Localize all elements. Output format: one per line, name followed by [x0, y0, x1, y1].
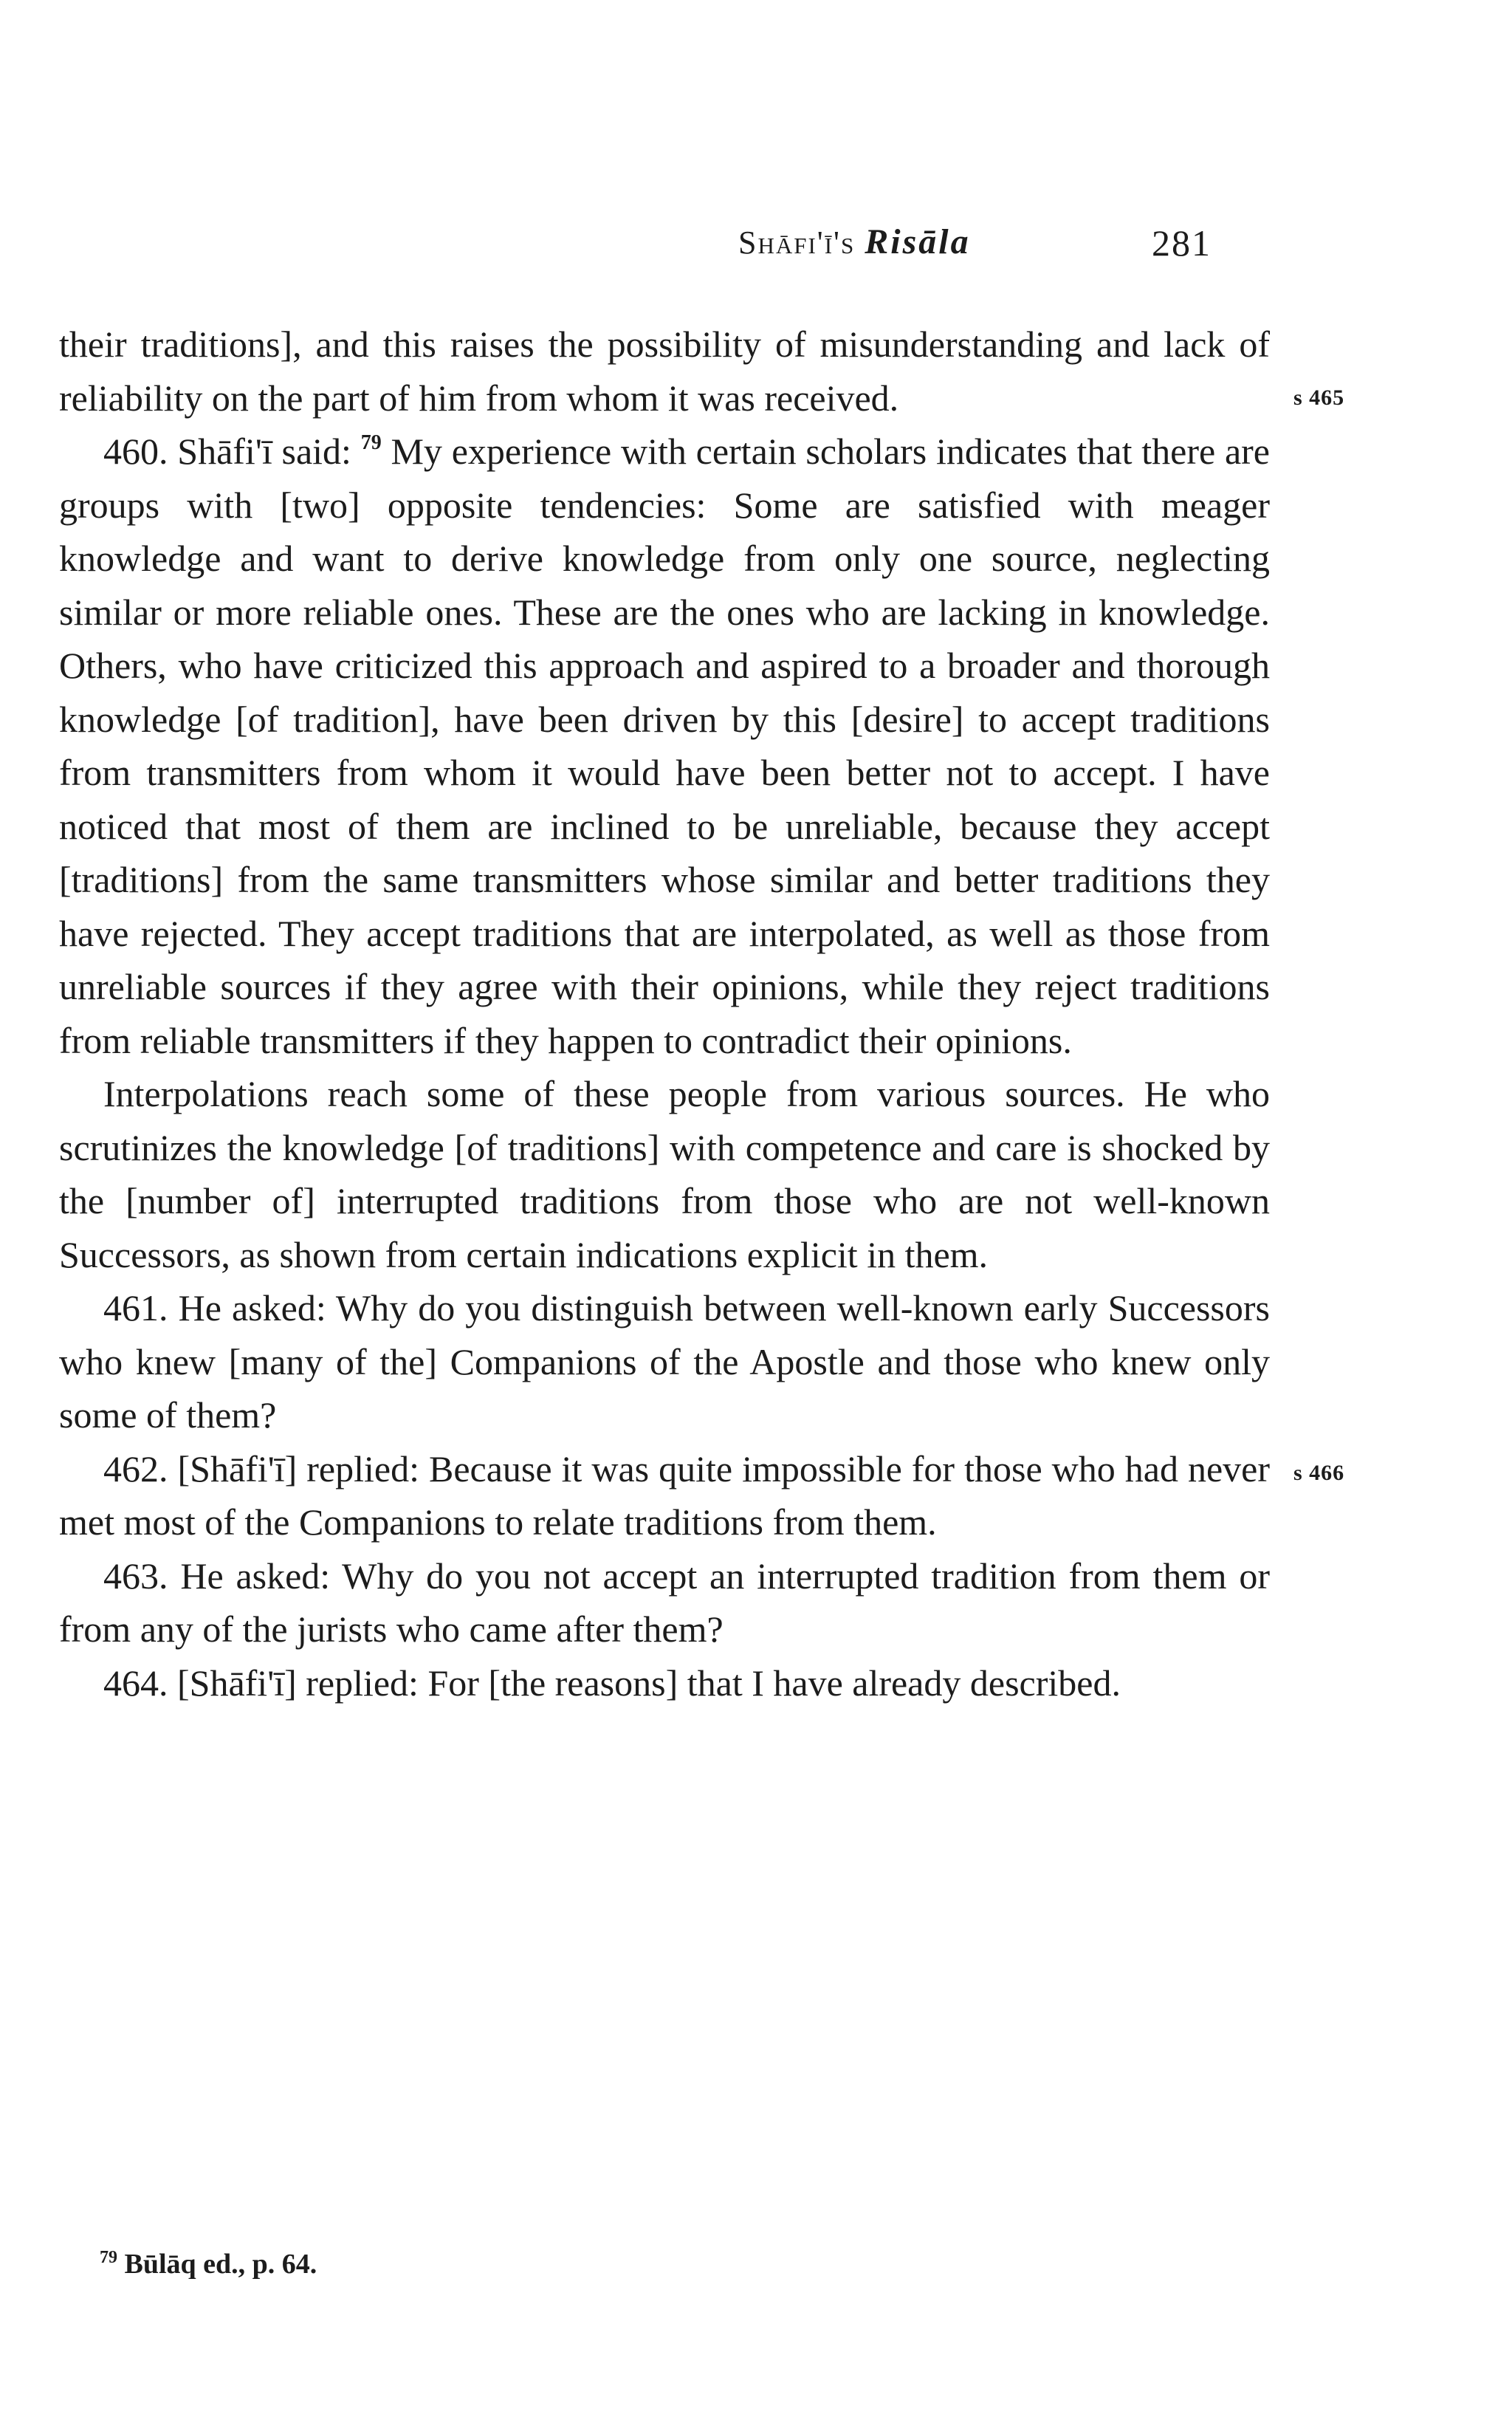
margin-note-s466: s 466	[1293, 1461, 1345, 1485]
paragraph-interpolations: Interpolations reach some of these people from various sources. He who scrutinizes the knowledge [of traditions] with competence and care is shocked by the [number of] interrupted traditions from those who are not well-known Successors, as shown from certain indications explicit in them.	[59, 1073, 1270, 1275]
footnote-marker: 79	[100, 2248, 117, 2267]
footnote	[100, 2248, 317, 2280]
running-title-author: Shāfi'ī's	[738, 224, 856, 261]
margin-note-s465: s 465	[1293, 385, 1345, 410]
paragraph-461: 461. He asked: Why do you distinguish between well-known early Successors who knew [many of the] Companions of the Apostle and those who knew only some of them?	[59, 1287, 1270, 1436]
footnote-reference: 79	[360, 431, 382, 454]
paragraph-460	[59, 425, 1270, 1067]
paragraph-460-lead: 460. Shāfi'ī said:	[103, 431, 351, 472]
paragraph-continuation: their traditions], and this raises the possibility of misunderstanding and lack of reliability on the part of him from whom it was received.	[59, 323, 1270, 419]
page-header	[738, 222, 1255, 266]
page-number: 281	[1152, 222, 1212, 264]
paragraph-464: 464. [Shāfi'ī] replied: For [the reasons] that I have already described.	[103, 1662, 1121, 1704]
paragraph-462: 462. [Shāfi'ī] replied: Because it was quite impossible for those who had never met most of the Companions to relate traditions from them.	[59, 1447, 1270, 1543]
footnote-text: Būlāq ed., p. 64.	[117, 2249, 317, 2280]
body-text	[59, 318, 1270, 1710]
running-title-work: Risāla	[865, 222, 971, 261]
paragraph-463: 463. He asked: Why do you not accept an interrupted tradition from them or from any of the jurists who came after them?	[59, 1554, 1270, 1650]
paragraph-460-text: My experience with certain scholars indicates that there are groups with [two] opposite tendencies: Some are satisfied with meager knowledge and want to derive knowledge from only one source, neglecting similar or more reliable ones. These are the ones who are lacking in knowledge. Others, who have criticized this approach and aspired to a broader and thorough knowledge [of tradition], have been driven by this [desire] to accept traditions from transmitters from whom it would have been better not to accept. I have noticed that most of them are inclined to be unreliable, because they accept [traditions] from the same transmitters whose similar and better traditions they have rejected. They accept traditions that are interpolated, as well as those from unreliable sources if they agree with their opinions, while they reject traditions from reliable transmitters if they happen to contradict their opinions.	[59, 431, 1270, 1061]
running-title	[738, 222, 971, 262]
